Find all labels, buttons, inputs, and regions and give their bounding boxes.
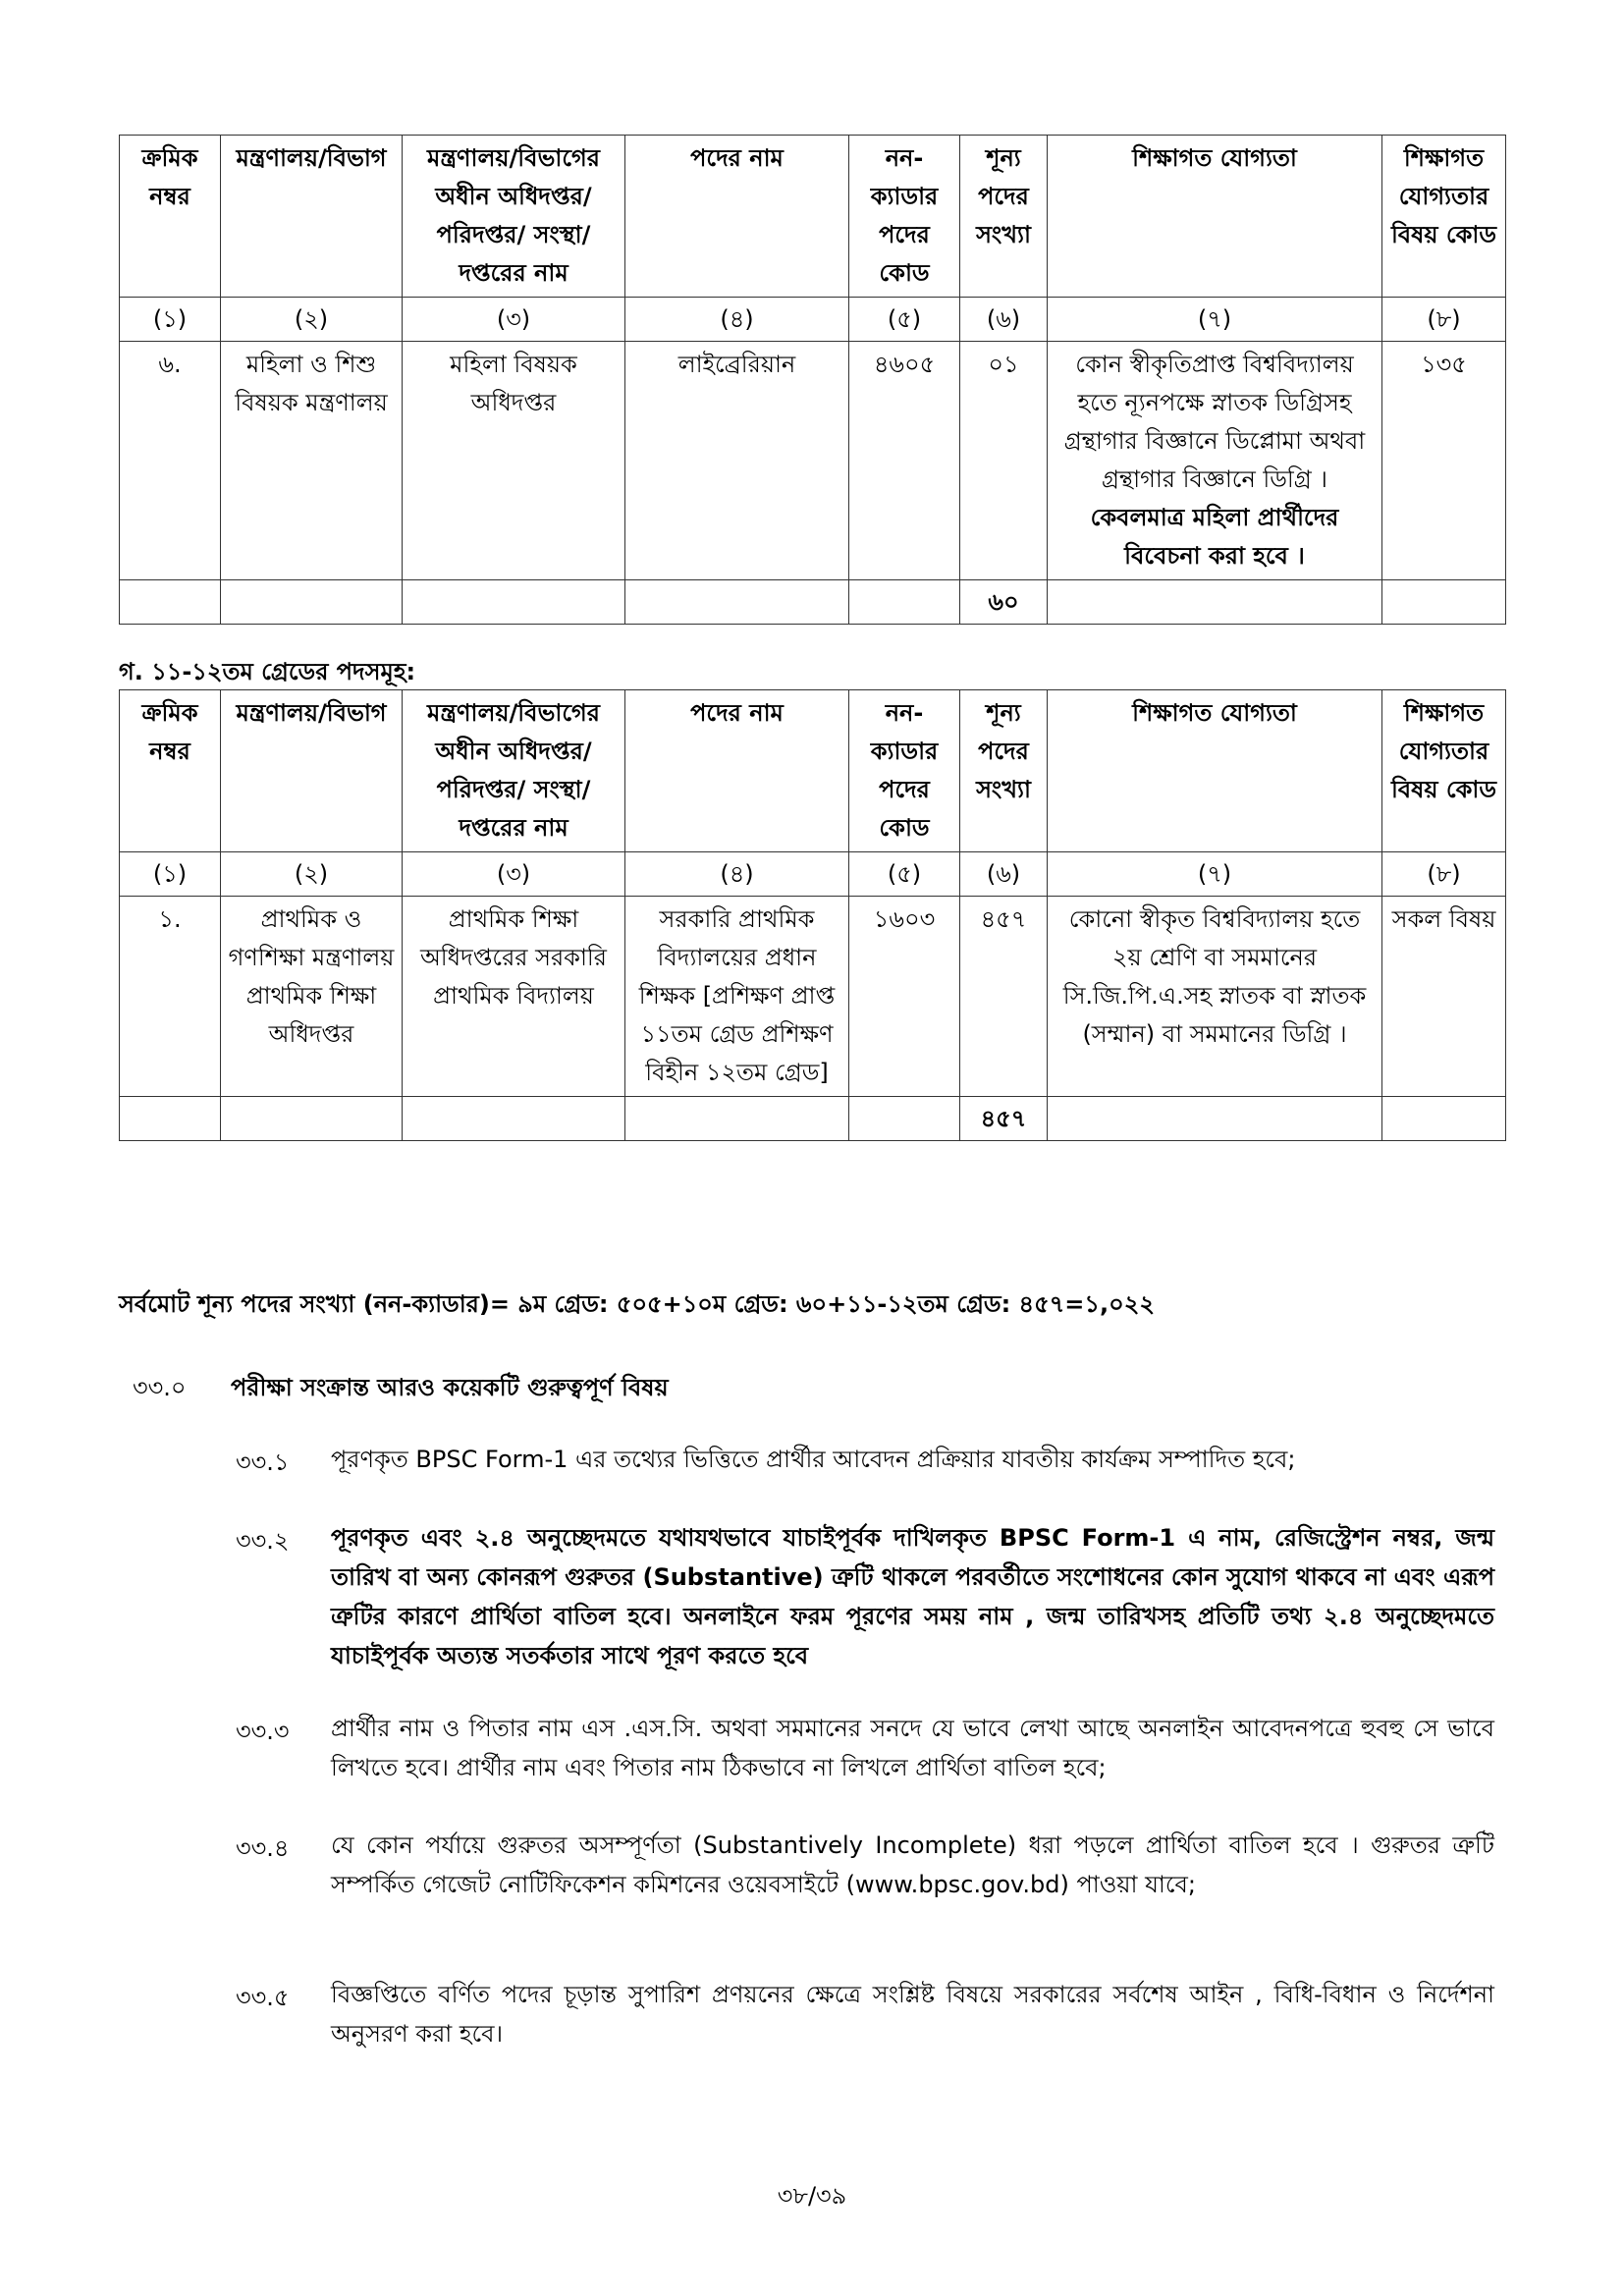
col-number: (৩) [403,852,625,897]
table-header-row [120,690,1506,852]
header-qualification: শিক্ষাগত যোগ্যতা [1048,136,1382,298]
qualification-text: কোন স্বীকৃতিপ্রাপ্ত বিশ্ববিদ্যালয় হতে ন্যূনপক্ষে স্নাতক ডিগ্রিসহ গ্রন্থাগার বিজ্ঞানে ডিপ্লোমা অথবা গ্রন্থাগার বিজ্ঞানে ডিগ্রি । [1063,351,1366,493]
item-number: ৩৩.৫ [236,1984,290,2011]
qualification-cell: কোনো স্বীকৃত বিশ্ববিদ্যালয় হতে ২য় শ্রেণি বা সমমানের সি.জি.পি.এ.সহ স্নাতক বা স্নাতক (সম্মান) বা সমমানের ডিগ্রি । [1048,897,1382,1097]
table-row [120,897,1506,1097]
header-post: পদের নাম [625,136,849,298]
section-title: পরীক্ষা সংক্রান্ত আরও কয়েকটি গুরুত্বপূর্ণ বিষয় [231,1374,669,1401]
header-ministry: মন্ত্রণালয়/বিভাগ [221,690,403,852]
col-number: (৭) [1048,298,1382,342]
department-cell: প্রাথমিক শিক্ষা অধিদপ্তরের সরকারি প্রাথমিক বিদ্যালয় [403,897,625,1097]
vacancy-table-grade11-12 [119,689,1506,1141]
col-number: (১) [120,298,221,342]
header-subject-code: শিক্ষাগত যোগ্যতার বিষয় কোড [1382,690,1506,852]
department-cell: মহিলা বিষয়ক অধিদপ্তর [403,342,625,580]
header-vacancy: শূন্য পদের সংখ্যা [960,136,1048,298]
col-number: (৩) [403,298,625,342]
table-header-row [120,136,1506,298]
ministry-cell: প্রাথমিক ও গণশিক্ষা মন্ত্রণালয় প্রাথমিক শিক্ষা অধিদপ্তর [221,897,403,1097]
header-vacancy: শূন্য পদের সংখ্যা [960,690,1048,852]
item-number: ৩৩.২ [236,1527,290,1555]
item-number: ৩৩.৩ [236,1718,290,1745]
col-number: (১) [120,852,221,897]
section-g-heading: গ. ১১-১২তম গ্রেডের পদসমূহ: [119,658,416,685]
item-text: বিজ্ঞপ্তিতে বর্ণিত পদের চূড়ান্ত সুপারিশ প্রণয়নের ক্ষেত্রে সংশ্লিষ্ট বিষয়ে সরকারের সর্বশেষ আইন , বিধি-বিধান ও নির্দেশনা অনুসরণ করা হবে। [331,1981,1494,2048]
column-number-row [120,298,1506,342]
table-row [120,342,1506,580]
col-number: (৫) [849,298,960,342]
vacancy-cell: ৪৫৭ [960,897,1048,1097]
col-number: (৫) [849,852,960,897]
post-cell: সরকারি প্রাথমিক বিদ্যালয়ের প্রধান শিক্ষক [প্রশিক্ষণ প্রাপ্ত ১১তম গ্রেড প্রশিক্ষণ বিহীন ১২তম গ্রেড] [625,897,849,1097]
col-number: (৬) [960,852,1048,897]
code-cell: ১৬০৩ [849,897,960,1097]
section-number: ৩৩.০ [133,1374,187,1401]
serial-cell: ১. [120,897,221,1097]
page-number: ৩৮/৩৯ [777,2182,847,2210]
item-text: পূরণকৃত এবং ২.৪ অনুচ্ছেদমতে যথাযথভাবে যাচাইপূর্বক দাখিলকৃত BPSC Form-1 এ নাম, রেজিস্ট্রেশন নম্বর, জন্ম তারিখ বা অন্য কোনরূপ গুরুতর (Substantive) ত্রুটি থাকলে পরবর্তীতে সংশোধনের কোন সুযোগ থাকবে না এবং এরূপ ত্রুটির কারণে প্রার্থিতা বাতিল হবে। অনলাইনে ফরম পূরণের সময় নাম , জন্ম তারিখসহ প্রতিটি তথ্য ২.৪ অনুচ্ছেদমতে যাচাইপূর্বক অত্যন্ত সতর্কতার সাথে পূরণ করতে হবে [331,1524,1494,1669]
col-number: (৮) [1382,852,1506,897]
header-qualification: শিক্ষাগত যোগ্যতা [1048,690,1382,852]
col-number: (৮) [1382,298,1506,342]
col-number: (৬) [960,298,1048,342]
header-serial: ক্রমিক নম্বর [120,136,221,298]
header-department: মন্ত্রণালয়/বিভাগের অধীন অধিদপ্তর/পরিদপ্তর/ সংস্থা/দপ্তরের নাম [403,690,625,852]
serial-cell: ৬. [120,342,221,580]
header-department: মন্ত্রণালয়/বিভাগের অধীন অধিদপ্তর/পরিদপ্তর/ সংস্থা/দপ্তরের নাম [403,136,625,298]
header-code: নন- ক্যাডার পদের কোড [849,136,960,298]
total-vacancy: ৬০ [960,580,1048,625]
total-vacancy: ৪৫৭ [960,1097,1048,1141]
item-text: পূরণকৃত BPSC Form-1 এর তথ্যের ভিত্তিতে প্রার্থীর আবেদন প্রক্রিয়ার যাবতীয় কার্যক্রম সম্পাদিত হবে; [331,1446,1296,1473]
grand-total-line: সর্বমোট শূন্য পদের সংখ্যা (নন-ক্যাডার)= ৯ম গ্রেড: ৫০৫+১০ম গ্রেড: ৬০+১১-১২তম গ্রেড: ৪৫৭=১,০২২ [119,1290,1155,1318]
col-number: (৭) [1048,852,1382,897]
col-number: (২) [221,298,403,342]
subject-code-cell: সকল বিষয় [1382,897,1506,1097]
col-number: (৪) [625,298,849,342]
vacancy-table-grade10 [119,135,1506,625]
qualification-cell [1048,342,1382,580]
item-number: ৩৩.৪ [236,1834,290,1862]
vacancy-cell: ০১ [960,342,1048,580]
header-post: পদের নাম [625,690,849,852]
col-number: (৪) [625,852,849,897]
total-row [120,1097,1506,1141]
col-number: (২) [221,852,403,897]
header-code: নন- ক্যাডার পদের কোড [849,690,960,852]
item-text: যে কোন পর্যায়ে গুরুতর অসম্পূর্ণতা (Substantively Incomplete) ধরা পড়লে প্রার্থিতা বাতিল হবে । গুরুতর ত্রুটি সম্পর্কিত গেজেট নোটিফিকেশন কমিশনের ওয়েবসাইটে (www.bpsc.gov.bd) পাওয়া যাবে; [331,1831,1494,1898]
item-text: প্রার্থীর নাম ও পিতার নাম এস .এস.সি. অথবা সমমানের সনদে যে ভাবে লেখা আছে অনলাইন আবেদনপত্রে হুবহু সে ভাবে লিখতে হবে। প্রার্থীর নাম এবং পিতার নাম ঠিকভাবে না লিখলে প্রার্থিতা বাতিল হবে; [331,1715,1494,1781]
subject-code-cell: ১৩৫ [1382,342,1506,580]
column-number-row [120,852,1506,897]
header-serial: ক্রমিক নম্বর [120,690,221,852]
item-number: ৩৩.১ [236,1449,290,1476]
header-ministry: মন্ত্রণালয়/বিভাগ [221,136,403,298]
post-cell: লাইব্রেরিয়ান [625,342,849,580]
code-cell: ৪৬০৫ [849,342,960,580]
ministry-cell: মহিলা ও শিশু বিষয়ক মন্ত্রণালয় [221,342,403,580]
qualification-note: কেবলমাত্র মহিলা প্রার্থীদের বিবেচনা করা হবে । [1090,504,1339,570]
total-row [120,580,1506,625]
header-subject-code: শিক্ষাগত যোগ্যতার বিষয় কোড [1382,136,1506,298]
